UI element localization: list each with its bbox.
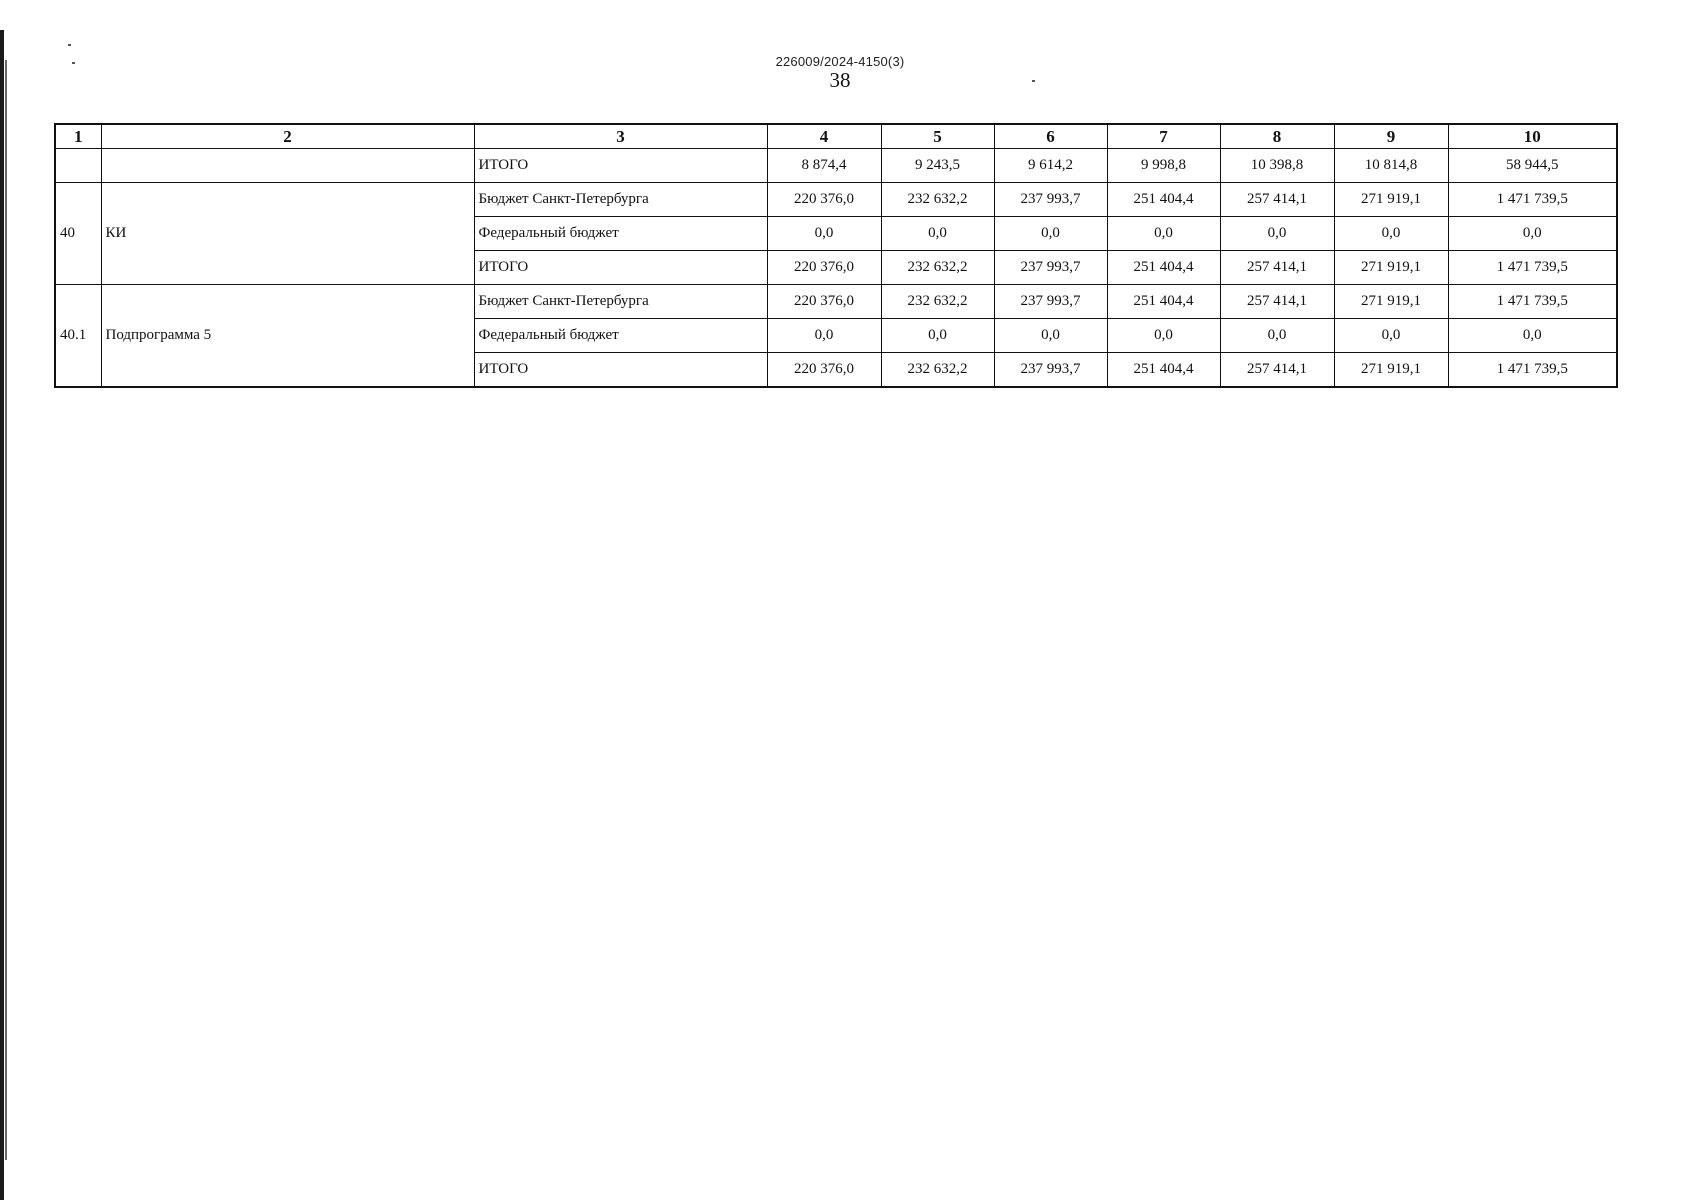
value-cell: 9 998,8 xyxy=(1107,149,1220,183)
value-cell: 9 243,5 xyxy=(881,149,994,183)
value-cell: 220 376,0 xyxy=(767,251,881,285)
funding-source-cell: Федеральный бюджет xyxy=(474,319,767,353)
funding-source-cell: Бюджет Санкт-Петербурга xyxy=(474,183,767,217)
scan-left-edge-shadow xyxy=(5,60,7,1160)
column-header: 4 xyxy=(767,124,881,149)
value-cell: 8 874,4 xyxy=(767,149,881,183)
budget-table xyxy=(54,123,1618,388)
column-header: 1 xyxy=(55,124,101,149)
value-cell: 237 993,7 xyxy=(994,353,1107,388)
table-row xyxy=(55,183,1617,217)
column-number-row xyxy=(55,124,1617,149)
document-id: 226009/2024-4150(3) xyxy=(775,54,905,69)
column-header: 5 xyxy=(881,124,994,149)
value-cell: 251 404,4 xyxy=(1107,285,1220,319)
value-cell: 232 632,2 xyxy=(881,183,994,217)
total-cell: 58 944,5 xyxy=(1448,149,1617,183)
column-header: 10 xyxy=(1448,124,1617,149)
value-cell: 257 414,1 xyxy=(1220,353,1334,388)
value-cell: 237 993,7 xyxy=(994,251,1107,285)
value-cell: 251 404,4 xyxy=(1107,353,1220,388)
total-cell: 1 471 739,5 xyxy=(1448,353,1617,388)
value-cell: 0,0 xyxy=(1334,319,1448,353)
table-row xyxy=(55,285,1617,319)
value-cell: 232 632,2 xyxy=(881,285,994,319)
column-header: 8 xyxy=(1220,124,1334,149)
column-header: 6 xyxy=(994,124,1107,149)
value-cell: 271 919,1 xyxy=(1334,285,1448,319)
table-row xyxy=(55,149,1617,183)
scan-speck xyxy=(68,44,71,46)
value-cell: 232 632,2 xyxy=(881,251,994,285)
value-cell: 232 632,2 xyxy=(881,353,994,388)
funding-source-cell: Федеральный бюджет xyxy=(474,217,767,251)
value-cell: 251 404,4 xyxy=(1107,183,1220,217)
value-cell: 257 414,1 xyxy=(1220,285,1334,319)
value-cell: 220 376,0 xyxy=(767,285,881,319)
value-cell: 0,0 xyxy=(1220,217,1334,251)
column-header: 2 xyxy=(101,124,474,149)
funding-source-cell: ИТОГО xyxy=(474,353,767,388)
value-cell: 10 814,8 xyxy=(1334,149,1448,183)
value-cell: 0,0 xyxy=(1220,319,1334,353)
value-cell: 271 919,1 xyxy=(1334,353,1448,388)
value-cell: 10 398,8 xyxy=(1220,149,1334,183)
value-cell: 237 993,7 xyxy=(994,183,1107,217)
value-cell: 251 404,4 xyxy=(1107,251,1220,285)
value-cell: 0,0 xyxy=(994,217,1107,251)
page-number: 38 xyxy=(829,68,851,92)
column-header: 3 xyxy=(474,124,767,149)
value-cell: 0,0 xyxy=(1334,217,1448,251)
value-cell: 257 414,1 xyxy=(1220,251,1334,285)
column-header: 9 xyxy=(1334,124,1448,149)
row-id-cell xyxy=(55,149,101,183)
value-cell: 0,0 xyxy=(881,217,994,251)
row-name-cell xyxy=(101,149,474,183)
row-name-cell: КИ xyxy=(101,183,474,285)
total-cell: 0,0 xyxy=(1448,319,1617,353)
total-cell: 1 471 739,5 xyxy=(1448,183,1617,217)
value-cell: 0,0 xyxy=(767,217,881,251)
value-cell: 271 919,1 xyxy=(1334,251,1448,285)
value-cell: 0,0 xyxy=(1107,217,1220,251)
column-header: 7 xyxy=(1107,124,1220,149)
row-name-cell: Подпрограмма 5 xyxy=(101,285,474,388)
value-cell: 0,0 xyxy=(1107,319,1220,353)
value-cell: 0,0 xyxy=(767,319,881,353)
value-cell: 237 993,7 xyxy=(994,285,1107,319)
value-cell: 220 376,0 xyxy=(767,353,881,388)
value-cell: 220 376,0 xyxy=(767,183,881,217)
row-id-cell: 40 xyxy=(55,183,101,285)
value-cell: 257 414,1 xyxy=(1220,183,1334,217)
total-cell: 1 471 739,5 xyxy=(1448,251,1617,285)
value-cell: 0,0 xyxy=(994,319,1107,353)
funding-source-cell: Бюджет Санкт-Петербурга xyxy=(474,285,767,319)
value-cell: 271 919,1 xyxy=(1334,183,1448,217)
total-cell: 0,0 xyxy=(1448,217,1617,251)
value-cell: 9 614,2 xyxy=(994,149,1107,183)
total-cell: 1 471 739,5 xyxy=(1448,285,1617,319)
scan-left-edge xyxy=(0,30,4,1200)
row-id-cell: 40.1 xyxy=(55,285,101,388)
funding-source-cell: ИТОГО xyxy=(474,251,767,285)
value-cell: 0,0 xyxy=(881,319,994,353)
funding-source-cell: ИТОГО xyxy=(474,149,767,183)
